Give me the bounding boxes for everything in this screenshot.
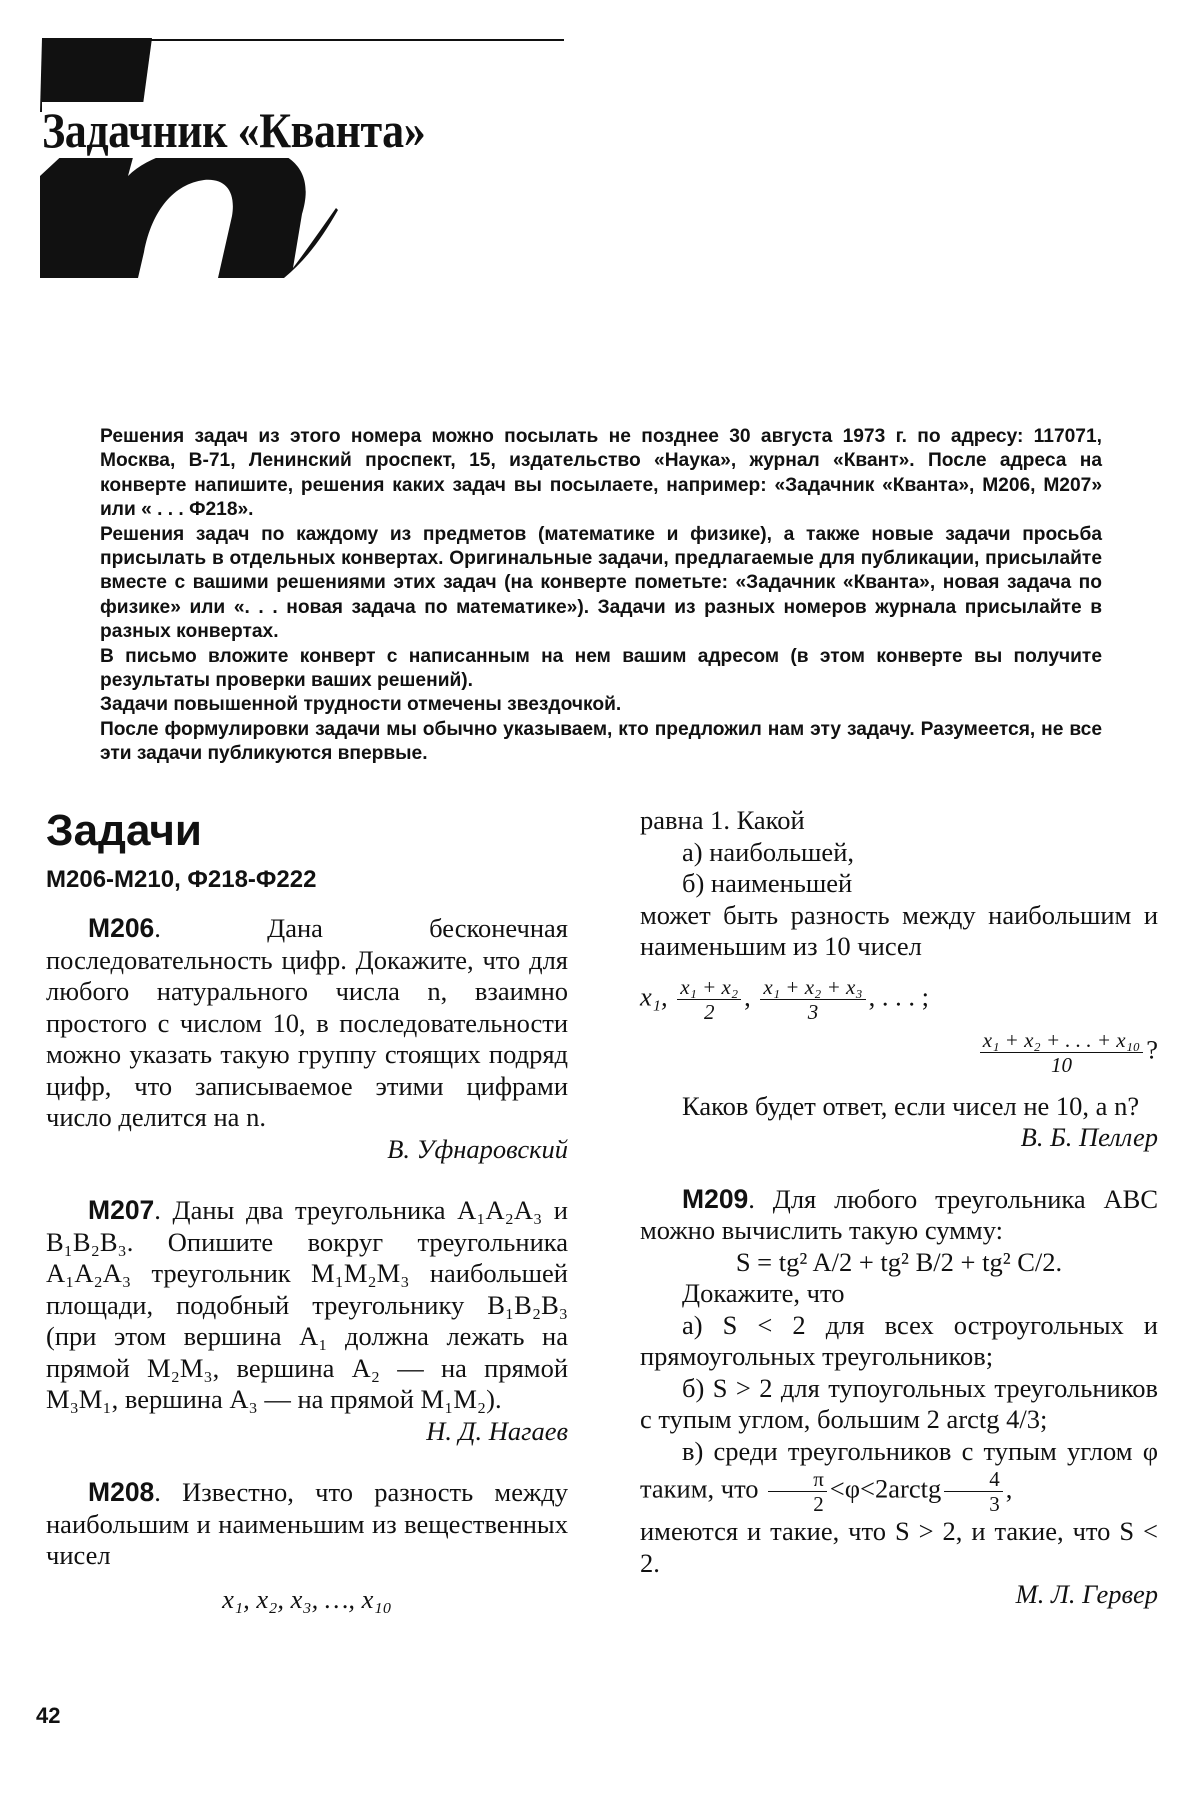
intro-paragraph: В письмо вложите конверт с написанным на нем вашим адресом (в этом конверте вы получите результаты проверки ваших решений). bbox=[100, 645, 1102, 692]
problem-text: . Для любого треугольника ABC можно вычислить такую сумму: bbox=[640, 1183, 1158, 1245]
problems-heading: Задачи bbox=[46, 806, 202, 855]
fraction-numerator: x₁ + x₂ + x₃ bbox=[760, 975, 865, 1000]
fraction bbox=[980, 1028, 1143, 1077]
fraction bbox=[768, 1467, 827, 1516]
kvant-logo-icon bbox=[40, 38, 340, 278]
fraction bbox=[677, 975, 741, 1024]
fraction-denominator: 10 bbox=[1051, 1052, 1073, 1077]
fraction-numerator: x₁ + x₂ + . . . + x₁₀ bbox=[980, 1028, 1143, 1053]
problem-code: М208 bbox=[88, 1477, 155, 1507]
fraction-denominator: 2 bbox=[703, 999, 715, 1024]
problem-text: . Даны два треугольника A₁A₂A₃ и B₁B₂B₃. Опишите вокруг треугольника A₁A₂A₃ треугольник M₁M₂M₃ наибольшей площади, подобный треугольнику B₁B₂B₃ (при этом вершина A₁ должна лежать на прямой M₂M₃, вершина A₂ — на прямой M₃M₁, вершина A₃ — на прямой M₁M₂). bbox=[46, 1195, 568, 1414]
problem-author: В. Б. Пеллер bbox=[1020, 1122, 1158, 1152]
fraction-numerator: x₁ + x₂ bbox=[677, 975, 741, 1000]
fraction bbox=[760, 975, 865, 1024]
fraction-denominator: 3 bbox=[989, 1492, 1000, 1516]
fraction-denominator: 2 bbox=[813, 1492, 824, 1516]
left-column bbox=[46, 805, 568, 1615]
problem-code: М206 bbox=[88, 913, 155, 943]
option-a: а) наибольшей, bbox=[682, 836, 855, 867]
seq-dots: , . . . ; bbox=[868, 981, 929, 1012]
problem-m208-question: Каков будет ответ, если чисел не 10, а n? bbox=[682, 1090, 1140, 1121]
problem-code: М209 bbox=[682, 1183, 749, 1214]
problems-range: М206-М210, Ф218-Ф222 bbox=[46, 866, 317, 893]
seq-end: ? bbox=[1146, 1034, 1158, 1065]
sequence-formula: x₁, $\frac{\text{x₁ + x₂}}{2}$ , $\frac{\text{x₁ + x₂ + x₃}}{3}$ , . . . ; $\frac{\text{x₁ + x₂ + . . . + x₁₀}}{10}$ ? bbox=[640, 974, 1158, 1077]
intro-paragraph: Задачи повышенной трудности отмечены звездочкой. bbox=[100, 694, 622, 716]
right-column bbox=[640, 805, 1158, 1611]
sequence-last-term bbox=[640, 1028, 1158, 1077]
problem-m208 bbox=[46, 1477, 568, 1572]
fraction bbox=[944, 1467, 1003, 1516]
problem-author: М. Л. Гервер bbox=[1015, 1579, 1158, 1609]
intro-paragraph: Решения задач по каждому из предметов (математике и физике), а также новые задачи просьба присылать в отдельных конвертах. Оригинальные задачи, предлагаемые для публикации, присылайте вместе с вашими решениями этих задач (на конверте пометьте: «Задачник «Кванта», новая задача по физике» или «. . . новая задача по математике»). Задачи из разных номеров журнала присылайте в разных конвертах. bbox=[100, 523, 1102, 643]
part-a: а) S < 2 для всех остроугольных и прямоугольных треугольников; bbox=[640, 1309, 1158, 1371]
option-b: б) наименьшей bbox=[682, 868, 853, 898]
prove-line: Докажите, что bbox=[682, 1278, 845, 1308]
part-b: б) S > 2 для тупоугольных треугольников с тупым углом, большим 2 arctg 4/3; bbox=[640, 1372, 1158, 1434]
intro-paragraph: Решения задач из этого номера можно посылать не позднее 30 августа 1973 г. по адресу: 117071, Москва, В-71, Ленинский проспект, 15, издательство «Наука», журнал «Квант». После адреса на конверте напишите, решения каких задач вы посылаете, например: «Задачник «Кванта», М206, М207» или « . . . Ф218». bbox=[100, 426, 1102, 521]
problem-code: М207 bbox=[88, 1195, 155, 1225]
problem-m208-continued: может быть разность между наибольшим и наименьшим из 10 чисел bbox=[640, 899, 1158, 961]
part-c bbox=[640, 1436, 1158, 1517]
fraction-denominator: 3 bbox=[807, 999, 819, 1024]
fraction-numerator: 4 bbox=[944, 1467, 1003, 1492]
problem-text: . Известно, что разность между наибольшим и наименьшим из вещественных чисел bbox=[46, 1477, 568, 1570]
number-list: x₁, x₂, x₃, …, x₁₀ bbox=[222, 1583, 392, 1614]
problem-text: . Дана бесконечная последовательность цифр. Докажите, что для любого натурального числа n, взаимно простого с числом 10, в последовательности можно указать такую группу стоящих подряд цифр, что записываемое этими цифрами число делится на n. bbox=[46, 913, 568, 1132]
intro-paragraph: После формулировки задачи мы обычно указываем, кто предложил нам эту задачу. Разумеется, не все эти задачи публикуются впервые. bbox=[100, 718, 1102, 765]
problem-m208-continued: равна 1. Какой bbox=[640, 805, 805, 835]
inequality: <φ<2arctg bbox=[829, 1473, 942, 1504]
part-c-comma: , bbox=[1005, 1473, 1013, 1504]
intro-notice bbox=[100, 425, 1102, 767]
part-c-start: в) среди треугольников с тупым углом φ таким, что bbox=[640, 1435, 1158, 1504]
sum-formula: S = tg² A/2 + tg² B/2 + tg² C/2. bbox=[735, 1246, 1063, 1277]
problem-m207 bbox=[46, 1195, 568, 1416]
problem-m209 bbox=[640, 1184, 1158, 1247]
problem-author: Н. Д. Нагаев bbox=[426, 1415, 568, 1446]
fraction-numerator: π bbox=[768, 1467, 827, 1492]
seq-first: x₁, bbox=[640, 981, 668, 1012]
section-title: Задачник «Кванта» bbox=[42, 102, 431, 158]
page-number: 42 bbox=[36, 1703, 61, 1728]
part-c-end: имеются и такие, что S > 2, и такие, что S < 2. bbox=[640, 1516, 1158, 1578]
problem-m206 bbox=[46, 913, 568, 1134]
problem-author: В. Уфнаровский bbox=[387, 1133, 568, 1164]
